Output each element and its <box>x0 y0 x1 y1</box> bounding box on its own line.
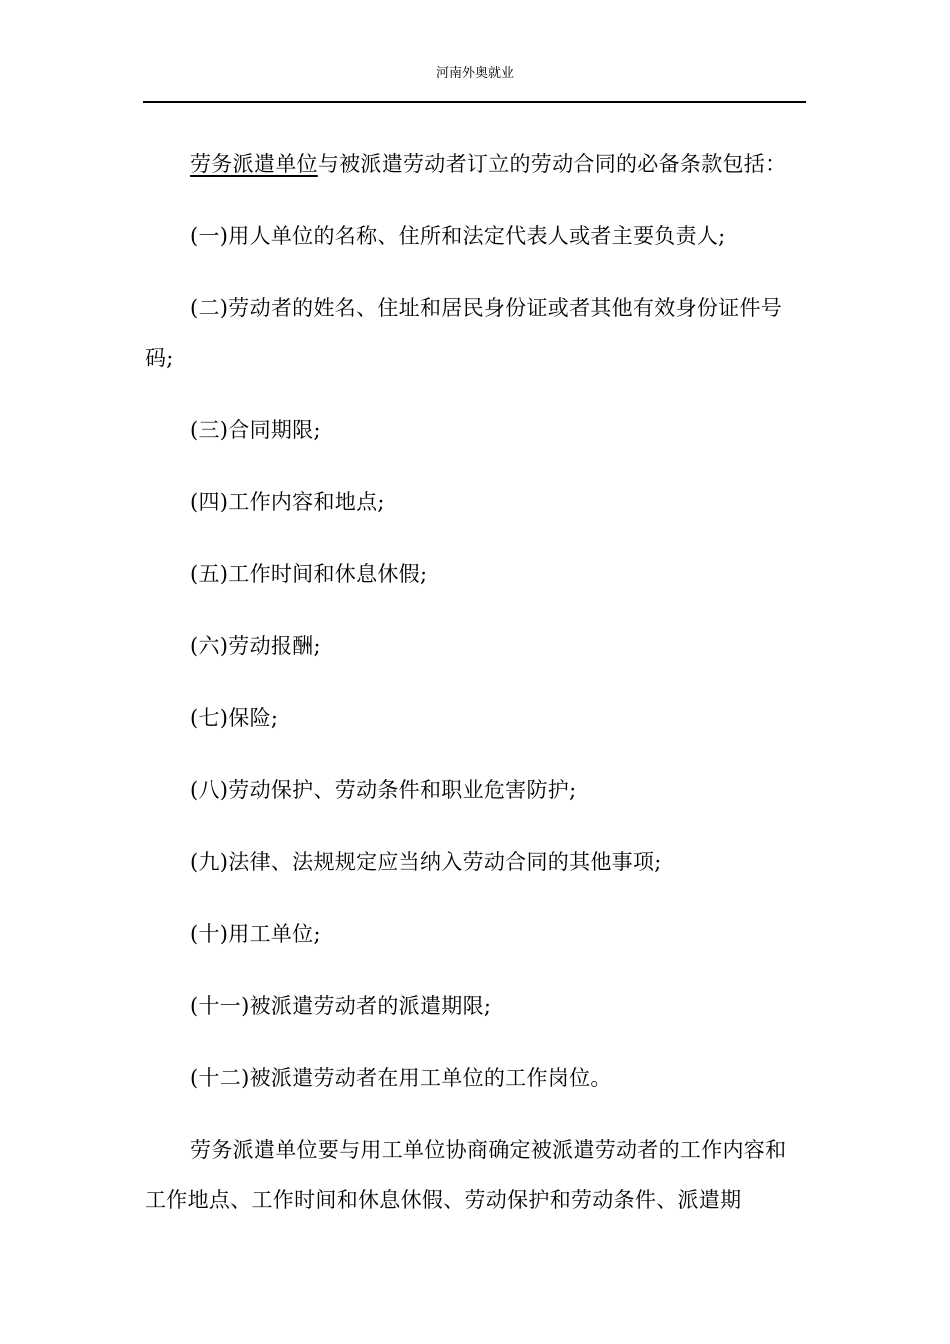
clause-item: (十二)被派遣劳动者在用工单位的工作岗位。 <box>190 1066 612 1090</box>
closing-paragraph: 劳务派遣单位要与用工单位协商确定被派遣劳动者的工作内容和工作地点、工作时间和休息休假、劳动保护和劳动条件、派遣期 <box>145 1138 787 1212</box>
page-header <box>0 64 950 84</box>
clause-item: (四)工作内容和地点; <box>190 490 385 514</box>
clause-item: (六)劳动报酬; <box>190 634 321 658</box>
clause-item: (八)劳动保护、劳动条件和职业危害防护; <box>190 778 577 802</box>
intro-link[interactable]: 劳务派遣单位 <box>190 152 318 176</box>
intro-paragraph <box>145 128 800 200</box>
clause-item: (三)合同期限; <box>190 418 321 442</box>
clause-item: (十)用工单位; <box>190 922 321 946</box>
clause-item: (五)工作时间和休息休假; <box>190 562 428 586</box>
clause-item: (九)法律、法规规定应当纳入劳动合同的其他事项; <box>190 850 662 874</box>
clause-item: (十一)被派遣劳动者的派遣期限; <box>190 994 492 1018</box>
header-divider <box>143 101 806 103</box>
clause-item: (一)用人单位的名称、住所和法定代表人或者主要负责人; <box>190 224 726 248</box>
clause-item: (七)保险; <box>190 706 279 730</box>
intro-text: 与被派遣劳动者订立的劳动合同的必备条款包括： <box>317 152 787 176</box>
document-body <box>145 128 800 1236</box>
header-title: 河南外奥就业 <box>435 66 514 81</box>
clause-item: (二)劳动者的姓名、住址和居民身份证或者其他有效身份证件号码; <box>145 296 783 370</box>
